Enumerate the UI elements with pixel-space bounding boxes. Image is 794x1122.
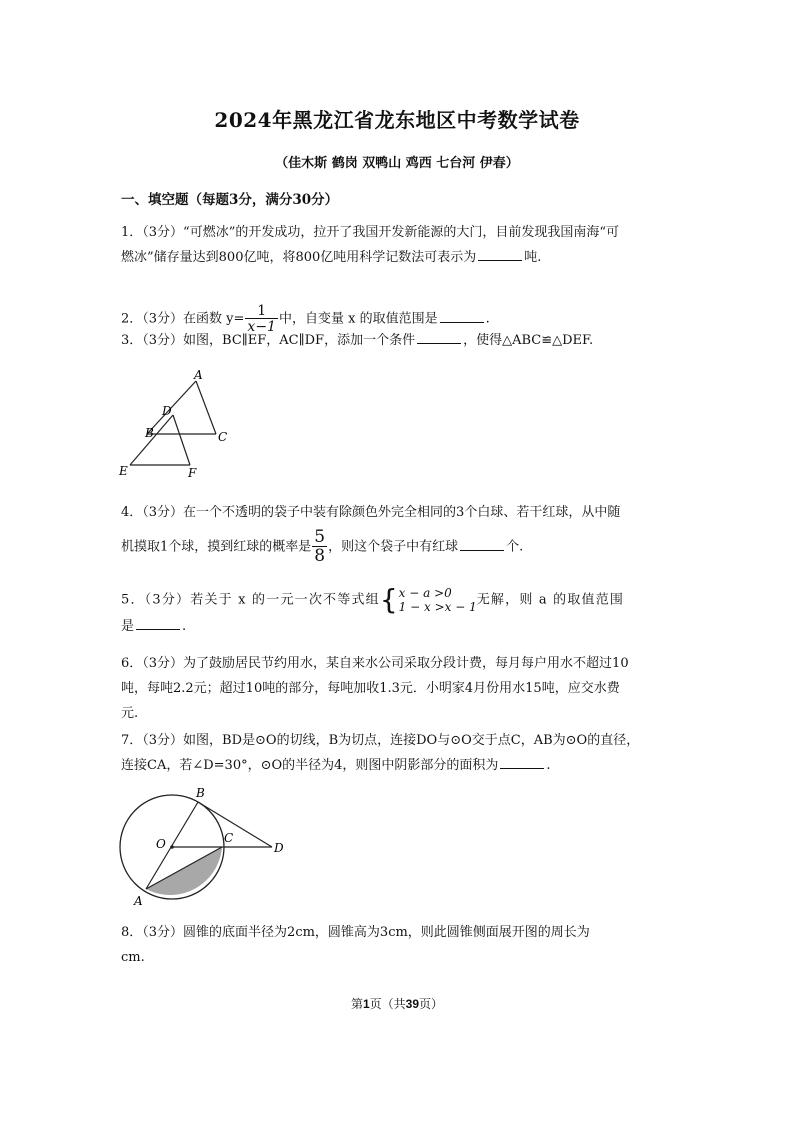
question-6-line3: 元. <box>121 706 139 721</box>
question-4-line2: 机摸取1个球，摸到红球的概率是 $\frac{5}{8}$ ，则这个袋子中有红球 个. <box>121 527 524 566</box>
question-8-line2: cm. <box>121 950 145 965</box>
question-8-line1: 8．（3分）圆锥的底面半径为2cm，圆锥高为3cm，则此圆锥侧面展开图的周长为 <box>121 925 590 940</box>
question-2: 2．（3分）在函数 y= $\frac{1}{x-1}$ 中，自变量 x 的取值范围是 . <box>121 303 490 335</box>
fraction: $\frac{1}{x-1}$ <box>247 303 276 335</box>
inequality-system: { x − a >0 1 − x >x − 1 <box>379 583 477 616</box>
question-3: 3．（3分）如图，BC∥EF，AC∥DF，添加一个条件 ，使得△ABC≌△DEF. <box>121 328 677 353</box>
label-B: B <box>145 426 154 440</box>
label-C: C <box>224 831 234 845</box>
page-total: 39 <box>405 997 420 1011</box>
circle-tangent-figure <box>108 782 298 912</box>
label-C: C <box>218 430 228 444</box>
question-6 <box>121 651 677 726</box>
page-footer: 第1页（共39页） <box>350 997 444 1011</box>
question-5-line1: 5．（3分）若关于 x 的一元一次不等式组 { x − a >0 1 − x >x − 1 无解，则 a 的取值范围 <box>121 583 625 616</box>
page-title: 2024年黑龙江省龙东地区中考数学试卷 <box>214 108 580 132</box>
label-O: O <box>156 837 166 851</box>
label-F: F <box>188 466 197 480</box>
question-5 <box>121 583 677 639</box>
question-4-line1: 4．（3分）在一个不透明的袋子中装有除颜色外完全相同的3个白球、若干红球，从中随 <box>121 505 621 520</box>
answer-blank <box>500 754 544 769</box>
answer-blank <box>460 536 504 551</box>
question-1 <box>121 220 677 270</box>
label-D: D <box>162 404 172 418</box>
answer-blank <box>478 246 522 261</box>
question-6-line1: 6．（3分）为了鼓励居民节约用水，某自来水公司采取分段计费，每月每户用水不超过10 <box>121 656 629 671</box>
label-A: A <box>134 894 143 908</box>
fraction: $\frac{5}{8}$ <box>314 527 326 566</box>
question-5-line2: 是 . <box>121 614 677 639</box>
answer-blank <box>136 615 180 630</box>
question-1-line2: 燃冰”储存量达到800亿吨，将800亿吨用科学记数法可表示为 吨. <box>121 245 677 270</box>
page-subtitle: （佳木斯 鹤岗 双鸭山 鸡西 七台河 伊春） <box>275 156 519 171</box>
question-7-line1: 7．（3分）如图，BD是⊙O的切线，B为切点，连接DO与⊙O交于点C，AB为⊙O的直径， <box>121 733 640 748</box>
section-heading: 一、填空题（每题3分，满分30分） <box>121 192 339 208</box>
label-D: D <box>274 841 284 855</box>
answer-blank <box>440 308 484 323</box>
label-B: B <box>196 786 205 800</box>
question-4 <box>121 500 677 565</box>
question-1-line1: 1．（3分）“可燃冰”的开发成功，拉开了我国开发新能源的大门，目前发现我国南海“可 <box>121 225 619 240</box>
triangle-figure <box>110 365 240 485</box>
question-7 <box>121 728 677 778</box>
page-number: 1 <box>362 997 370 1011</box>
question-7-line2: 连接CA，若∠D=30°，⊙O的半径为4，则图中阴影部分的面积为 . <box>121 753 677 778</box>
label-E: E <box>119 464 128 478</box>
question-8 <box>121 920 677 970</box>
question-6-line2: 吨，每吨2.2元；超过10吨的部分，每吨加收1.3元．小明家4月份用水15吨，应交水费 <box>121 681 620 696</box>
answer-blank <box>417 329 461 344</box>
label-A: A <box>194 368 203 382</box>
